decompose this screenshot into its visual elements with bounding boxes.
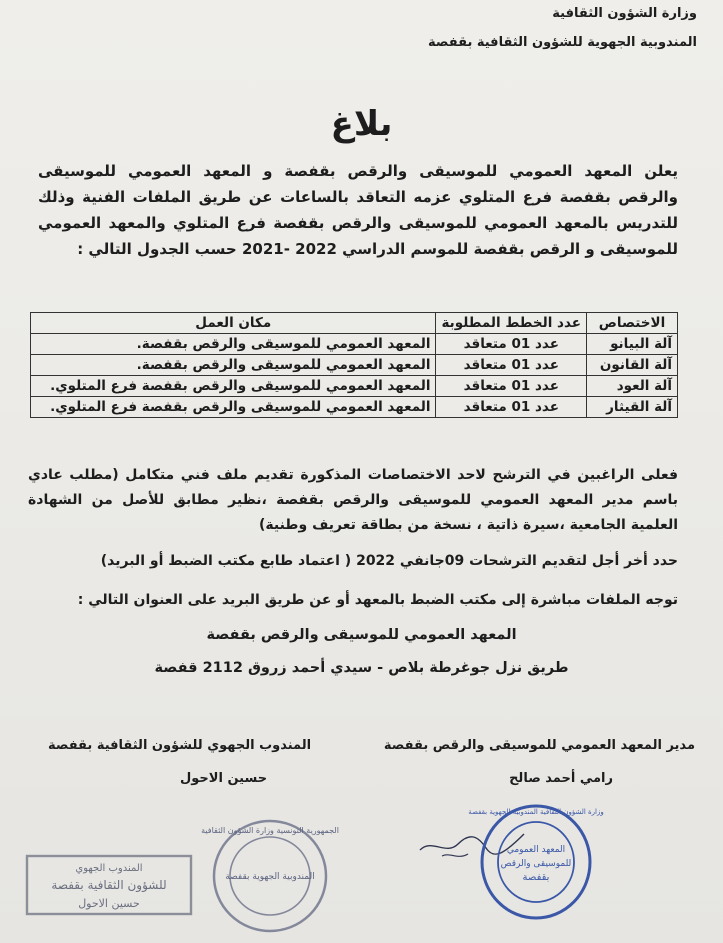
seal-center-line3: بقفصة [522,872,550,883]
table-row [31,355,678,376]
candidates-paragraph: فعلى الراغبين في الترشح لاحد الاختصاصات المذكورة تقديم ملف فني متكامل (مطلب عادي باسم مدير المعهد العمومي للموسيقى والرقص بقفصة ،نظير مطابق للأصل من الشهادة العلمية الجامعية ،سيرة ذاتية ، نسخة من بطاقة تعريف وطنية) [28,467,678,533]
director-name: رامي أحمد صالح [509,771,613,786]
address-street: طريق نزل جوغرطة بلاص - سيدي أحمد زروق 2112 قفصة [154,660,569,676]
institute-seal [468,800,604,924]
cell-workplace: المعهد العمومي للموسيقى والرقص بقفصة فرع المتلوي. [31,397,436,418]
cell-positions: عدد 01 متعاقد [436,376,587,397]
header-positions: عدد الخطط المطلوبة [436,313,587,334]
cell-workplace: المعهد العمومي للموسيقى والرقص بقفصة. [31,334,436,355]
cell-specialty: آلة العود [587,376,678,397]
seal-center-line2: للموسيقى والرقص [500,859,572,869]
address-name: المعهد العمومي للموسيقى والرقص بقفصة [206,627,517,643]
cell-specialty: آلة القانون [587,355,678,376]
ministry-header: وزارة الشؤون الثقافية [552,6,697,21]
cell-positions: عدد 01 متعاقد [436,397,587,418]
document-title: بلاغ [330,104,393,144]
deadline-paragraph: حدد أخر أجل لتقديم الترشحات 09جانفي 2022 ( اعتماد طابع مكتب الضبط أو البريد) [100,553,678,569]
header-specialty: الاختصاص [587,313,678,334]
round-stamp-center-text: المندوبية الجهوية بقفصة [225,872,315,882]
regional-header: المندوبية الجهوية للشؤون الثقافية بقفصة [428,35,697,50]
table-row [31,334,678,355]
seal-center-line1: المعهد العمومي [506,845,566,855]
cell-positions: عدد 01 متعاقد [436,355,587,376]
positions-table [30,312,678,418]
delegate-title: المندوب الجهوي للشؤون الثقافية بقفصة [48,738,312,753]
table-header-row [31,313,678,334]
seal-ring-text: وزارة الشؤون الثقافية المندوبية الجهوية بقفصة [468,808,604,816]
cell-positions: عدد 01 متعاقد [436,334,587,355]
regional-round-stamp [201,815,339,937]
table-row [31,376,678,397]
rect-stamp-line2: للشؤون الثقافية بقفصة [51,878,167,892]
send-paragraph: توجه الملفات مباشرة إلى مكتب الضبط بالمعهد أو عن طريق البريد على العنوان التالي : [77,592,678,608]
table-row [31,397,678,418]
cell-specialty: آلة القيثار [587,397,678,418]
header-workplace: مكان العمل [31,313,436,334]
rect-stamp-line3: حسين الاحول [78,897,140,910]
cell-specialty: آلة البيانو [587,334,678,355]
delegate-name: حسين الاحول [180,771,268,786]
round-stamp-ring-text: الجمهورية التونسية وزارة الشؤون الثقافية [201,826,339,835]
cell-workplace: المعهد العمومي للموسيقى والرقص بقفصة. [31,355,436,376]
rect-stamp-line1: المندوب الجهوي [75,863,143,874]
announcement-intro: يعلن المعهد العمومي للموسيقى والرقص بقفصة و المعهد العمومي للموسيقى والرقص بقفصة فرع المتلوي عزمه التعاقد بالساعات عن طريق الملفات الفنية وذلك للتدريس بالمعهد العمومي للموسيقى والرقص بقفصة فرع المتلوي والمعهد العمومي للموسيقى و الرقص بقفصة للموسم الدراسي 2022 -2021 حسب الجدول التالي : [38,162,678,258]
cell-workplace: المعهد العمومي للموسيقى والرقص بقفصة فرع المتلوي. [31,376,436,397]
delegate-rect-stamp [24,853,194,917]
director-title: مدير المعهد العمومي للموسيقى والرقص بقفصة [383,738,695,753]
